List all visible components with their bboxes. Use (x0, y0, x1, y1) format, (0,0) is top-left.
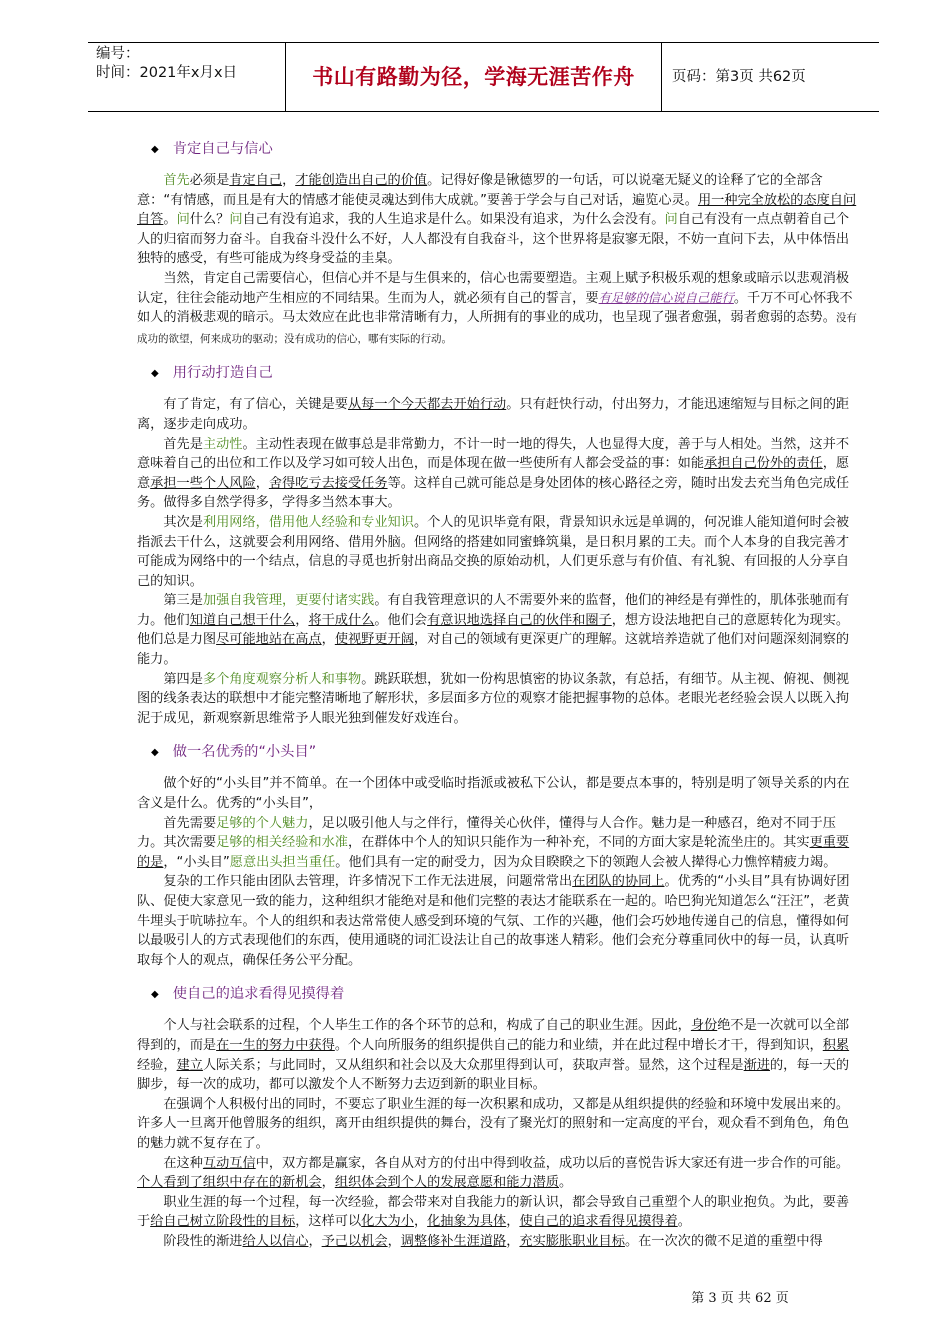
footer-page-number: 第 3 页 共 62 页 (691, 1291, 789, 1306)
paragraph: 复杂的工作只能由团队去管理，许多情况下工作无法进展，问题常常出在团队的协同上。优秀的“小头目”具有协调好团队、促使大家意见一致的能力，这种组织才能绝对是和他们完整的表达才能联系在一起的。哈巴狗光知道怎么“汪汪”，老黄牛埋头于吭哧拉车。个人的组织和表达常常使人感受到环境的气氛、工作的兴趣，他们会巧妙地传递自己的信息，懂得如何以最吸引人的方式表现他们的东西，使用通晓的词汇设法让自己的故事迷人精彩。他们会充分尊重同伙中的每一员，认真听取每个人的观点，确保任务公平分配。 (137, 874, 850, 968)
paragraph: 阶段性的渐进给人以信心，予己以机会，调整修补生涯道路，充实膨胀职业目标。在一次次的微不足道的重塑中得 (137, 1233, 823, 1249)
paragraph: 做个好的“小头目”并不简单。在一个团体中或受临时指派或被私下公认，都是要点本事的，特别是明了领导关系的内在含义是什么。优秀的“小头目”， (137, 776, 850, 812)
doc-number-label: 编号： (96, 46, 140, 62)
diamond-bullet-icon: ◆ (151, 144, 159, 155)
header-page-info: 页码：第3页 共62页 (672, 69, 806, 85)
diamond-bullet-icon: ◆ (151, 989, 159, 1001)
doc-time-label: 时间：2021年x月x日 (96, 65, 238, 81)
paragraph: 在强调个人积极付出的同时，不要忘了职业生涯的每一次积累和成功，又都是从组织提供的经验和环境中发展出来的。许多人一旦离开他曾服务的组织，离开由组织提供的舞台，没有了聚光灯的照射和一定高度的平台，观众看不到角色，角色的魅力就不复存在了。 (137, 1096, 850, 1151)
header-meta (88, 43, 286, 111)
section-title-text: 做一名优秀的“小头目” (172, 744, 317, 761)
paragraph: 当然，肯定自己需要信心，但信心并不是与生俱来的，信心也需要塑造。主观上赋予积极乐观的想象或暗示以悲观消极认定，往往会能动地产生相应的不同结果。生而为人，就必须有自己的誓言，要有足够的信心说自己能行。千万不可心怀我不如人的消极悲观的暗示。马太效应在此也非常清晰有力，人所拥有的事业的成功，也呈现了强者愈强，弱者愈弱的态势。没有成功的欲望，何来成功的驱动；没有成功的信心，哪有实际的行动。 (137, 270, 857, 345)
paragraph: 首先是主动性。主动性表现在做事总是非常勤力，不计一时一地的得失，人也显得大度，善于与人相处。当然，这并不意味着自己的出位和工作以及学习如可较人出色，而是体现在做一些使所有人都会受益的事：如能承担自己份外的责任，愿意承担一些个人风险，舍得吃亏去接受任务等。这样自己就可能总是身处团体的核心路径之旁，随时出发去充当角色完成任务。做得多自然学得多，学得多当然本事大。 (137, 436, 850, 511)
paragraph: 职业生涯的每一个过程，每一次经验，都会带来对自我能力的新认识，都会导致自己重塑个人的职业抱负。为此，要善于给自己树立阶段性的目标，这样可以化大为小，化抽象为具体，使自己的追求看得见摸得着。 (137, 1194, 850, 1230)
header-motto: 书山有路勤为径，学海无涯苦作舟 (286, 43, 662, 111)
paragraph: 个人与社会联系的过程，个人毕生工作的各个环节的总和，构成了自己的职业生涯。因此，身份绝不是一次就可以全部得到的，而是在一生的努力中获得。个人向所服务的组织提供自己的能力和业绩，并在此过程中增长才干，得到知识，积累经验，建立人际关系；与此同时，又从组织和社会以及大众那里得到认可，获取声誉。显然，这个过程是渐进的，每一天的脚步，每一次的成功，都可以激发个人不断努力去迈到新的职业目标。 (137, 1018, 850, 1093)
document-body (137, 138, 861, 1252)
diamond-bullet-icon: ◆ (151, 368, 159, 380)
paragraph: 第四是多个角度观察分析人和事物。跳跃联想，犹如一份构思慎密的协议条款，有总括，有细节。从主视、俯视、侧视图的线条表达的联想中才能完整清晰地了解形状，多层面多方位的观察才能把握事物的总体。老眼光老经验会误人以既入拘泥于成见，新观察新思维常予人眼光独到催发好戏连台。 (137, 671, 850, 726)
section-heading (151, 362, 861, 384)
section-title-text: 肯定自己与信心 (172, 141, 273, 157)
paragraph: 首先必须是肯定自己，才能创造出自己的价值。记得好像是锹德罗的一句话，可以说毫无疑义的诠释了它的全部含意：“有情感，而且是有大的情感才能使灵魂达到伟大成就。”要善于学会与自己对话，遍览心灵。用一种完全放松的态度自问自答。问什么？问自己有没有追求，我的人生追求是什么。如果没有追求，为什么会没有。问自己有没有一点点朝着自己个人的归宿而努力奋斗。自我奋斗没什么不好，人人都没有自我奋斗，这个世界将是寂寥无限，不妨一直问下去，从中体悟出独特的感受，有些可能成为终身受益的圭臬。 (137, 173, 857, 267)
paragraph: 首先需要足够的个人魅力，足以吸引他人与之伴行，懂得关心伙伴，懂得与人合作。魅力是一种感召，绝对不同于压力。其次需要足够的相关经验和水准，在群体中个人的知识只能作为一种补充，不同的方面大家是轮流坐庄的。其实更重要的是，“小头目”愿意出头担当重任。他们具有一定的耐受力，因为众目睽睽之下的领跑人会被人撵得心力憔悴精疲力竭。 (137, 815, 850, 870)
section-title-text: 使自己的追求看得见摸得着 (172, 986, 345, 1003)
page-footer (0, 1287, 950, 1306)
section-heading (151, 138, 861, 160)
section-heading (151, 983, 861, 1005)
paragraph: 在这种互动互信中，双方都是赢家，各自从对方的付出中得到收益，成功以后的喜悦告诉大家还有进一步合作的可能。个人看到了组织中存在的新机会，组织体会到个人的发展意愿和能力潜质。 (137, 1155, 850, 1191)
diamond-bullet-icon: ◆ (151, 747, 159, 759)
paragraph: 有了肯定，有了信心，关键是要从每一个今天都去开始行动。只有赶快行动，付出努力，才能迅速缩短与目标之间的距离，逐步走向成功。 (137, 397, 850, 432)
paragraph: 第三是加强自我管理，更要付诸实践。有自我管理意识的人不需要外来的监督，他们的神经是有弹性的，肌体张驰而有力。他们知道自己想干什么，将干成什么。他们会有意识地选择自己的伙伴和圈子，想方设法地把自己的意愿转化为现实。他们总是力图尽可能地站在高点，使视野更开阔，对自己的领域有更深更广的理解。这就培养造就了他们对问题深刻洞察的能力。 (137, 593, 850, 668)
section-heading (151, 741, 861, 763)
section-title-text: 用行动打造自己 (172, 365, 273, 382)
paragraph: 其次是利用网络，借用他人经验和专业知识。个人的见识毕竟有限，背景知识永远是单调的，何况谁人能知道何时会被指派去干什么，这就要会利用网络、借用外脑。但网络的搭建如同蜜蜂筑巢，是日积月累的工夫。而个人本身的自我完善才可能成为网络中的一个结点，信息的寻觅也折射出商品交换的原始动机，人们更乐意与有价值、有礼貌、有回报的人分享自己的知识。 (137, 514, 850, 589)
page-header (88, 42, 879, 112)
